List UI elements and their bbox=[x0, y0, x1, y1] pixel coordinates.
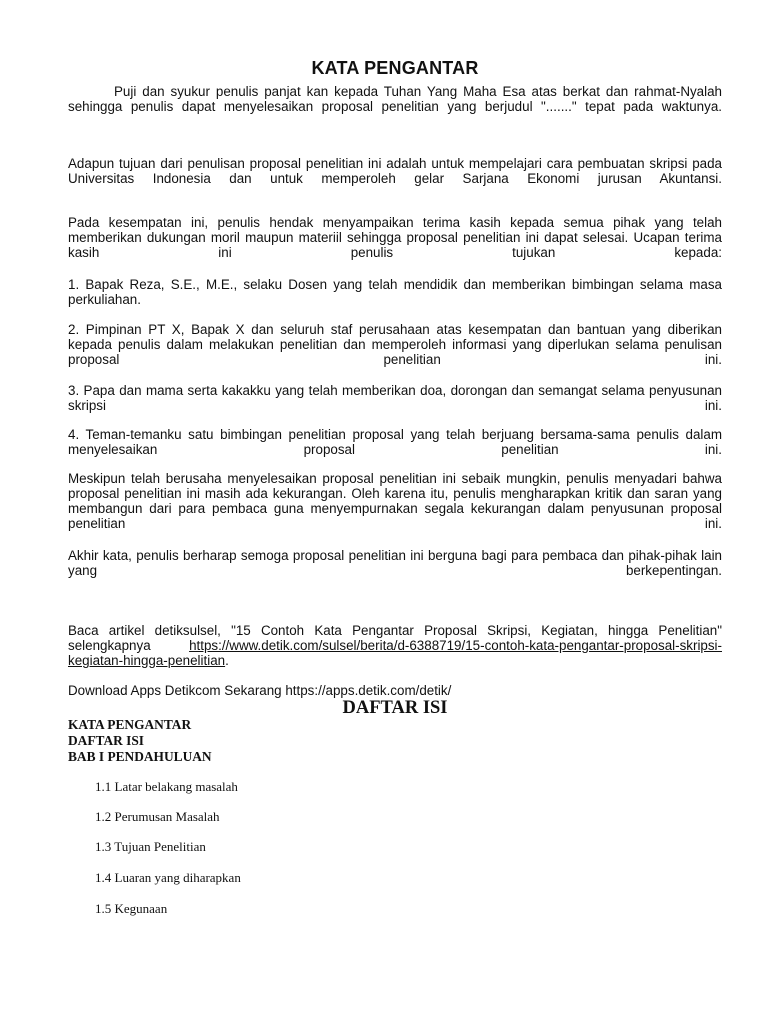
paragraph-purpose: Adapun tujuan dari penulisan proposal penelitian ini adalah untuk mempelajari cara pembuatan skripsi pada Universitas Indonesia dan untuk memperoleh gelar Sarjana Ekonomi jurusan Akuntansi. bbox=[68, 156, 722, 186]
toc-sub-item-1-5: 1.5 Kegunaan bbox=[95, 901, 168, 916]
source-link[interactable]: https://www.detik.com/sulsel/berita/d-6388719/15-contoh-kata-pengantar-proposal-skripsi-kegiatan-hingga-penelitian bbox=[68, 638, 722, 668]
toc-item-daftar-isi: DAFTAR ISI bbox=[68, 733, 145, 748]
list-item-1: 1. Bapak Reza, S.E., M.E., selaku Dosen yang telah mendidik dan memberikan bimbingan selama masa perkuliahan. bbox=[68, 277, 722, 307]
list-item-4: 4. Teman-temanku satu bimbingan penelitian proposal yang telah berjuang bersama-sama penulis dalam menyelesaikan proposal penelitian ini. bbox=[68, 427, 722, 457]
paragraph-intro: Puji dan syukur penulis panjat kan kepada Tuhan Yang Maha Esa atas berkat dan rahmat-Nyalah sehingga penulis dapat menyelesaikan proposal penelitian yang berjudul "......." tepat pada waktunya. bbox=[68, 84, 722, 114]
source-text: Baca artikel detiksulsel, "15 Contoh Kata Pengantar Proposal Skripsi, Kegiatan, hingga Penelitian" selengkapnya bbox=[68, 623, 722, 653]
paragraph-thanks: Pada kesempatan ini, penulis hendak menyampaikan terima kasih kepada semua pihak yang telah memberikan dukungan moril maupun materiil sehingga proposal penelitian ini dapat selesai. Ucapan terima kasih ini penulis tujukan kepada: bbox=[68, 215, 722, 260]
toc-sub-item-1-2: 1.2 Perumusan Masalah bbox=[95, 809, 220, 824]
toc-sub-item-1-1: 1.1 Latar belakang masalah bbox=[95, 779, 238, 794]
toc-sub-item-1-4: 1.4 Luaran yang diharapkan bbox=[95, 870, 241, 885]
download-note: Download Apps Detikcom Sekarang https://apps.detik.com/detik/ bbox=[68, 683, 452, 698]
paragraph-closing: Akhir kata, penulis berharap semoga proposal penelitian ini berguna bagi para pembaca dan pihak-pihak lain yang berkepentingan. bbox=[68, 548, 722, 578]
source-citation bbox=[68, 623, 722, 668]
toc-sub-item-1-3: 1.3 Tujuan Penelitian bbox=[95, 839, 206, 854]
paragraph-shortcomings: Meskipun telah berusaha menyelesaikan proposal penelitian ini sebaik mungkin, penulis menyadari bahwa proposal penelitian ini masih ada kekurangan. Oleh karena itu, penulis mengharapkan kritik dan saran yang membangun dari para pembaca guna menyempurnakan segala kekurangan dalam penyusunan proposal penelitian ini. bbox=[68, 471, 722, 531]
toc-title: DAFTAR ISI bbox=[342, 698, 448, 718]
toc-item-bab-1: BAB I PENDAHULUAN bbox=[68, 749, 212, 764]
page-title: KATA PENGANTAR bbox=[311, 58, 479, 78]
list-item-3: 3. Papa dan mama serta kakakku yang telah memberikan doa, dorongan dan semangat selama penyusunan skripsi ini. bbox=[68, 383, 722, 413]
list-item-2: 2. Pimpinan PT X, Bapak X dan seluruh staf perusahaan atas kesempatan dan bantuan yang diberikan kepada penulis dalam melakukan penelitian dan memperoleh informasi yang diperlukan selama penulisan proposal penelitian ini. bbox=[68, 322, 722, 367]
toc-item-kata-pengantar: KATA PENGANTAR bbox=[68, 717, 192, 732]
source-end: . bbox=[225, 653, 229, 668]
